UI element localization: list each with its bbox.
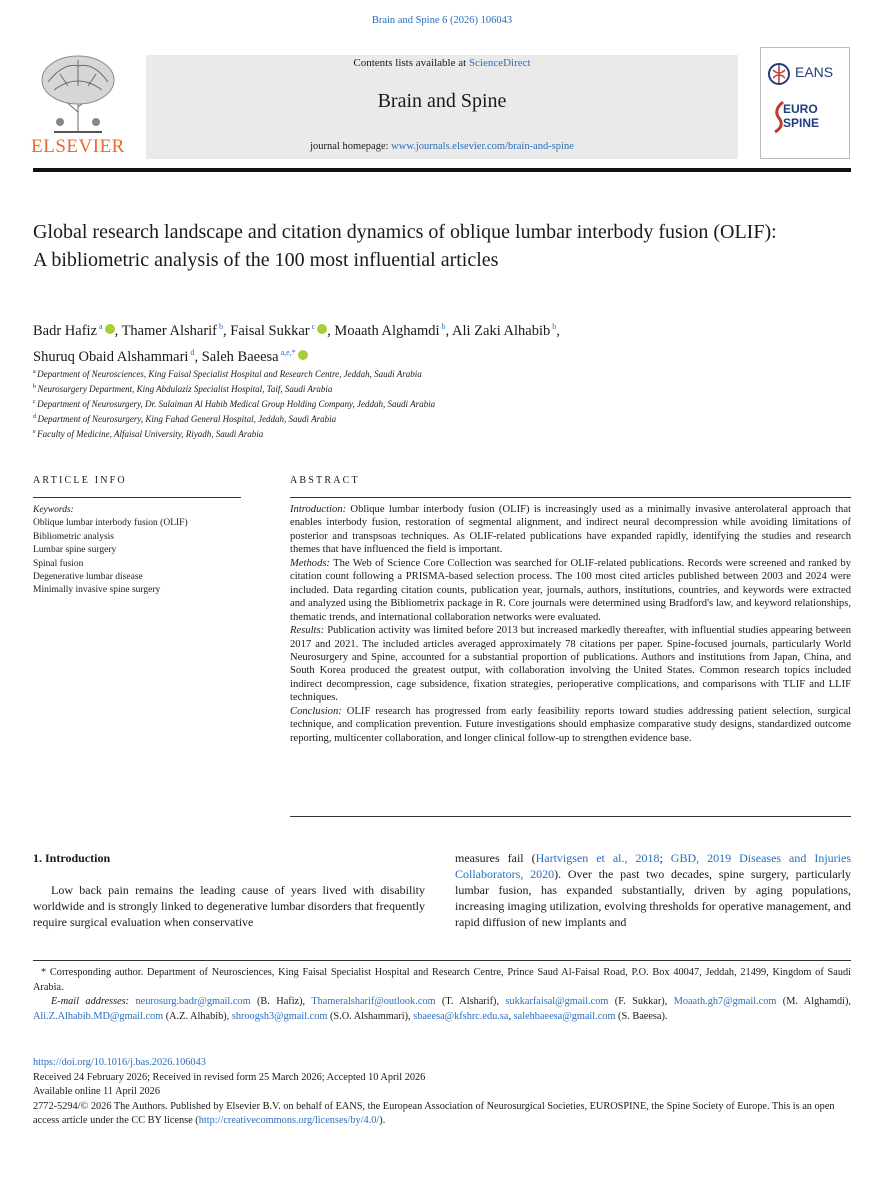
keyword: Lumbar spine surgery [33,545,117,556]
affiliation-marker: b [33,384,38,390]
homepage-prefix: journal homepage: [310,141,392,152]
author-affiliation-marker[interactable]: a,e,* [278,348,296,357]
euro-line-1: EURO [783,102,818,116]
email-label: E-mail addresses: [51,996,136,1007]
abstract-section [290,705,851,745]
homepage-link[interactable]: www.journals.elsevier.com/brain-and-spine [391,141,574,152]
doi-link[interactable]: https://doi.org/10.1016/j.bas.2026.106043 [33,1057,206,1068]
affiliation [33,366,833,381]
author-name[interactable]: Ali Zaki Alhabib [452,323,551,339]
affiliation-marker: d [33,414,38,420]
keyword: Oblique lumbar interbody fusion (OLIF) [33,518,188,529]
affiliation [33,426,833,441]
elsevier-tree-icon [34,52,122,134]
abstract-end-rule [290,816,851,817]
author-list: Badr Hafiz $^a$ , Thamer Alsharif $^b$, Faisal Sukkar $^c$ , Moaath Alghamdi $^b$, Ali Zaki Alhabib $^b$, Shuruq Obaid Alshammari $^d$, Saleh Baeesa $^{a,e,*}$ [33,322,560,365]
footnote-rule [33,960,851,961]
elsevier-wordmark: ELSEVIER [31,136,125,157]
orcid-icon[interactable] [317,324,327,334]
keyword: Degenerative lumbar disease [33,572,143,583]
orcid-icon[interactable] [298,350,308,360]
eurospine-logo [783,98,833,142]
citation-link[interactable]: GBD, 2019 Diseases and Injuries Collaborators, 2020 [455,851,851,881]
author-name[interactable]: Faisal Sukkar [230,323,310,339]
email-owner: (B. Hafiz), [250,996,312,1007]
article-title: Global research landscape and citation dynamics of oblique lumbar interbody fusion (OLIF): A bibliometric analysis of the 100 most influential articles [33,221,777,271]
affiliation-text: Department of Neurosurgery, King Fahad General Hospital, Jeddah, Saudi Arabia [37,414,337,424]
keyword: Minimally invasive spine surgery [33,585,161,596]
affiliation-marker: a [33,369,38,375]
citation-separator: ; [659,851,671,865]
affiliation [33,411,833,426]
affiliation-text: Department of Neurosciences, King Faisal Specialist Hospital and Research Centre, Jeddah, Saudi Arabia [37,369,422,379]
author-affiliation-marker[interactable]: d [188,348,195,357]
abstract-section-text: Oblique lumbar interbody fusion (OLIF) is increasingly used as a minimally invasive anterolateral approach that enables interbody fusion, restoration of segmental alignment, and indirect neural decompression while avoiding limitations of posterior and transpsoas techniques. As OLIF-related publications have expanded rapidly, identifying the studies and research themes that have influenced the field is important. [290,504,851,556]
citation-link[interactable]: Hartvigsen et al., 2018 [535,851,660,865]
email-link[interactable]: Ali.Z.Alhabib.MD@gmail.com [33,1010,164,1022]
affiliation [33,396,833,411]
keywords-label: Keywords: [33,505,74,515]
received-dates: Received 24 February 2026; Received in revised form 25 March 2026; Accepted 10 April 2026 [33,1071,426,1083]
journal-name: Brain and Spine [377,90,507,112]
eans-text: EANS [795,64,834,80]
keywords-block [33,504,243,598]
footnotes [33,966,851,1024]
sciencedirect-link[interactable]: ScienceDirect [468,57,531,69]
journal-cover [760,47,850,159]
email-owner: (S.O. Alshammari), [327,1010,414,1022]
header-rule [33,168,851,172]
article-info-heading: ARTICLE INFO [33,475,127,486]
email-owner: (A.Z. Alhabib), [163,1010,232,1022]
abstract-body [290,503,851,745]
abstract-section-label: Methods: [290,557,331,569]
eans-emblem-icon [767,62,791,86]
abstract-heading: ABSTRACT [290,475,360,486]
section-heading: 1. Introduction [33,851,111,865]
available-online: Available online 11 April 2026 [33,1086,160,1097]
abstract-section-text: The Web of Science Core Collection was searched for OLIF-related publications. Records were screened and ranked by citation count following a PRISMA-based selection process. The 100 most cited articles published between 2003 and 2024 were included. Data regarding citation counts, publication year, journals, authors, institutions, countries, and keywords were extracted and analyzed using the Bibliometrix package in R. Core journals were determined using Bradford's law, and keyword relationships, thematic trends, and international collaboration networks were evaluated. [290,557,851,623]
email-link[interactable]: Moaath.gh7@gmail.com [673,996,777,1007]
keyword-list [33,517,243,597]
email-link[interactable]: shroogsh3@gmail.com [231,1010,328,1022]
license-statement [33,1100,851,1129]
contents-prefix: Contents lists available at [353,57,469,69]
email-addresses [33,995,851,1024]
article-info-rule [33,497,241,498]
affiliation-text: Neurosurgery Department, King Abdulaziz Specialist Hospital, Taif, Saudi Arabia [37,384,333,394]
abstract-section [290,557,851,624]
keyword: Spinal fusion [33,558,84,569]
email-link[interactable]: sbaeesa@kfshrc.edu.sa [413,1010,509,1022]
license-text: 2772-5294/© 2026 The Authors. Published by Elsevier B.V. on behalf of EANS, the European Association of Neurosurgical Societies, EUROSPINE, the Spine Society of Europe. This is an open access article under the CC BY license ( [33,1100,835,1126]
keyword: Bibliometric analysis [33,531,115,542]
author-name[interactable]: Shuruq Obaid Alshammari [33,349,189,365]
affiliation-text: Faculty of Medicine, Alfaisal University, Riyadh, Saudi Arabia [37,429,264,439]
email-owner: , [508,1010,514,1022]
email-link[interactable]: neurosurg.badr@gmail.com [135,996,251,1007]
contents-line [146,57,738,69]
abstract-section-text: OLIF research has progressed from early feasibility reports toward studies addressing patient selection, surgical technique, and complication prevention. Future investigations should emphasize comparative study designs, standardized outcome reporting, multicenter collaboration, and longer clinical follow-up to strengthen evidence base. [290,705,851,744]
intro-paragraph-right [455,850,851,930]
author-name[interactable]: Badr Hafiz [33,323,98,339]
abstract-section [290,624,851,705]
abstract-section-text: Publication activity was limited before 2013 but increased markedly thereafter, with influential studies appearing between 2017 and 2021. The included articles averaged approximately 78 citations per paper. Spine-focused journals, particularly World Neurosurgery and Spine, accounted for a substantial proportion of publications. Authors and institutions from Japan, China, and South Korea produced the greatest output, with collaboration involving the United States. Common research topics included indirect decompression, cage subsidence, fixation strategies, perioperative complications, and comparisons with TLIF and LLIF techniques. [290,625,851,704]
journal-citation[interactable]: Brain and Spine 6 (2026) 106043 [371,15,513,26]
author-name[interactable]: Moaath Alghamdi [334,323,440,339]
affiliation-marker: e [33,429,38,435]
email-link[interactable]: sukkarfaisal@gmail.com [505,996,609,1007]
eurospine-text [783,102,819,130]
author-name[interactable]: Saleh Baeesa [201,349,279,365]
author-affiliation-marker[interactable]: b [550,322,557,331]
intro-text-1: measures fail ( [455,851,536,865]
license-link[interactable]: http://creativecommons.org/licenses/by/4.0/ [198,1115,380,1126]
homepage-line [146,141,738,152]
journal-banner [146,55,738,159]
abstract-rule [290,497,851,498]
eans-logo [767,62,845,88]
author-affiliation-marker[interactable]: b [217,322,224,331]
elsevier-logo [28,48,128,160]
author-affiliation-marker[interactable]: a [97,322,103,331]
abstract-section-label: Conclusion: [290,705,342,717]
email-owner: (M. Alghamdi), [776,996,851,1007]
license-suffix: ). [379,1115,386,1126]
affiliation-text: Department of Neurosurgery, Dr. Sulaiman Al Habib Medical Group Holding Company, Jeddah, Saudi Arabia [37,399,436,409]
email-link[interactable]: Thameralsharif@outlook.com [311,996,436,1007]
abstract-section-label: Introduction: [290,504,347,515]
euro-line-2: SPINE [783,116,820,130]
author-affiliation-marker[interactable]: c [309,322,316,331]
abstract-section [290,503,851,557]
article-metadata [33,1056,851,1129]
email-owner: (F. Sukkar), [608,996,674,1007]
email-owner: (T. Alsharif), [435,996,506,1007]
orcid-icon[interactable] [105,324,115,334]
email-link[interactable]: salehbaeesa@gmail.com [513,1010,616,1022]
intro-text-2: ). Over the past two decades, spine surgery, particularly lumbar fusion, has expanded substantially, driven by aging populations, increasing imaging utilization, evolving thresholds for operative management, and rapid diffusion of new implants and [455,867,851,929]
affiliation-marker: c [33,399,38,405]
intro-paragraph-left: Low back pain remains the leading cause of years lived with disability worldwide and is strongly linked to degenerative lumbar disorders that frequently require surgical evaluation when conservative [33,883,425,929]
affiliation [33,381,833,396]
corresponding-author-note: * Corresponding author. Department of Neurosciences, King Faisal Specialist Hospital and Research Centre, Prince Saud Al-Faisal Road, P.O. Box 40047, Jeddah, 21499, Kingdom of Saudi Arabia. [33,967,851,993]
abstract-section-label: Results: [290,625,325,637]
email-owner: (S. Baeesa). [618,1010,668,1022]
affiliation-list [33,366,833,441]
author-affiliation-marker[interactable]: b [439,322,446,331]
author-name[interactable]: Thamer Alsharif [121,323,218,339]
